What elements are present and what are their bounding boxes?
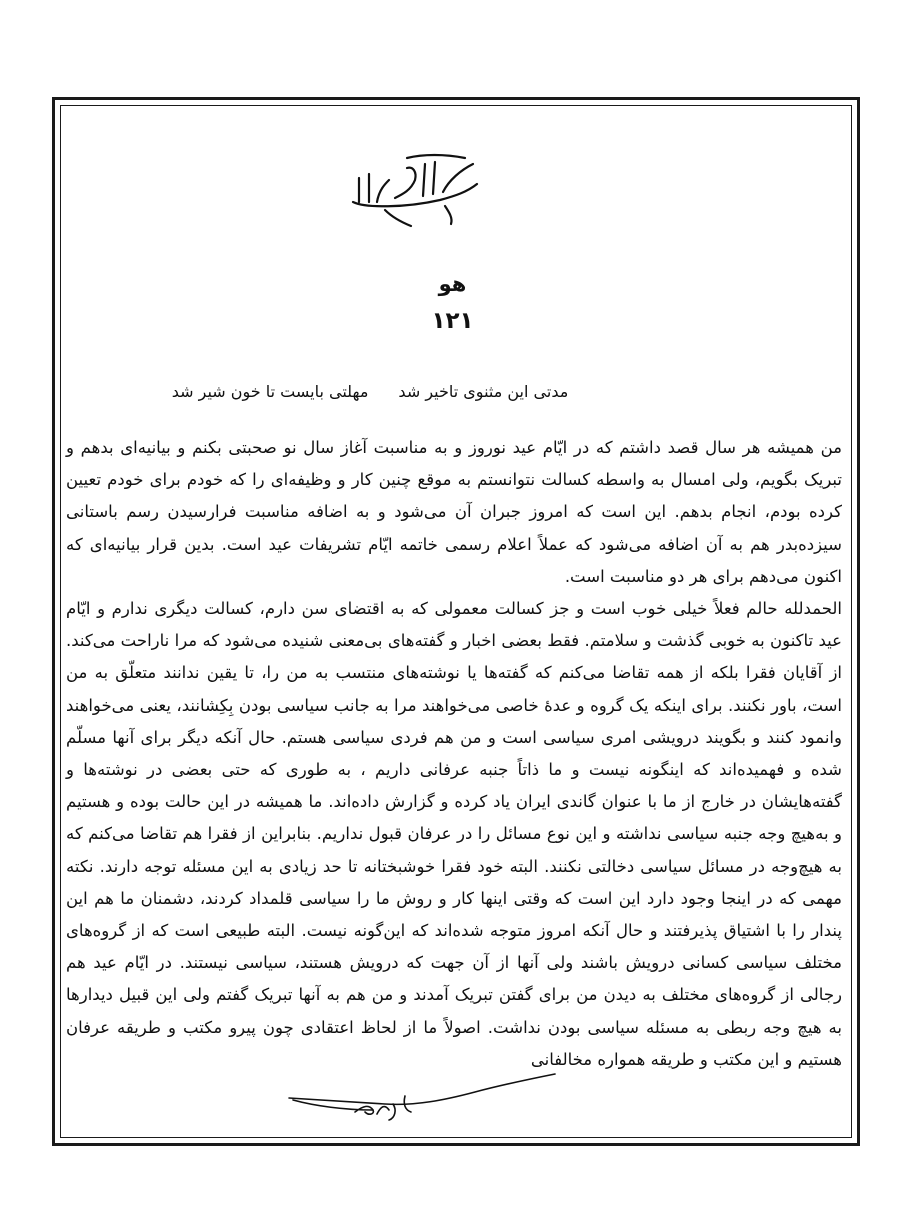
paragraph-1: من همیشه هر سال قصد داشتم که در ایّام عید نوروز و به مناسبت آغاز سال نو صحبتی بکنم و بیانیه‌ای بدهم و تبریک بگویم، ولی امسال به واسطه کسالت نتوانستم به موقع چنین کار و وظیفه‌ای را که خودم برای خودم تعیین کرده بودم، انجام بدهم. این است که امروز جبران آن می‌شود و به اضافه مناسبت فرارسیدن رسم باستانی سیزده‌بدر هم به آن اضافه می‌شود که عملاً اعلام رسمی خاتمه ایّام تشریفات عید است. بدین قرار بیانیه‌ای که اکنون می‌دهم برای هر دو مناسبت است. [66, 438, 842, 586]
verse-hemistich-1: مدتی این مثنوی تاخیر شد [398, 382, 569, 401]
document-number: ۱۲۱ [431, 308, 474, 334]
document-body [66, 432, 842, 1076]
signature [285, 1070, 560, 1125]
paragraph-2: الحمدلله حالم فعلاً خیلی خوب است و جز کسالت معمولی که به اقتضای سن دارم، کسالت دیگری ندارم و ایّام عید تاکنون به خوبی گذشت و سلامتم. فقط بعضی اخبار و گفته‌های بی‌معنی شنیده می‌شود که مرا ناراحت می‌کند. از آقایان فقرا بلکه از همه تقاضا می‌کنم که گفته‌ها یا نوشته‌های منتسب به من را، تا یقین ندانند متعلّق به من است، باور نکنند. برای اینکه یک گروه و عدهٔ خاصی می‌خواهند مرا به جانب سیاسی بودن بِکِشانند، یعنی می‌خواهند وانمود کنند و بگویند درویشی امری سیاسی است و من هم فردی سیاسی هستم. حال آنکه دیگر برای آنها مسلّم شده و فهمیده‌اند که اینگونه نیست و ما ذاتاً جنبه عرفانی داریم ، به طوری که حتی بعضی در نوشته‌ها و گفته‌هایشان در خارج از ما با عنوان گاندی ایران یاد کرده و گزارش داده‌اند. ما همیشه در این حالت بوده و هستیم و به‌هیچ وجه جنبه سیاسی نداشته و این نوع مسائل را در عرفان قبول نداریم. بنابراین از فقرا هم تقاضا می‌کنم که به هیچ‌وجه در مسائل سیاسی دخالتی نکنند. البته خود فقرا خوشبختانه تا حد زیادی به این مسئله توجه دارند. نکته مهمی که در اینجا وجود دارد این است که وقتی اینها کار و روش ما را سیاسی قلمداد کردند، دشمنان ما هم این پندار را با اشتیاق پذیرفتند و حال آنکه امروز متوجه شده‌اند که این‌گونه نیست. البته طبیعی است که از گروه‌های مختلف سیاسی کسانی درویش باشند ولی آنها از آن جهت که درویش هستند، سیاسی نیستند. در ایّام عید هم رجالی از گروه‌های مختلف به دیدن من برای گفتن تبریک آمدند و من هم به آنها تبریک گفتم ولی این قبیل دیدارها به هیچ وجه ربطی به مسئله سیاسی بودن نداشت. اصولاً ما از لحاظ اعتقادی چون پیرو مکتب و طریقه عرفان هستیم و این مکتب و طریقه همواره مخالفانی [66, 599, 842, 1069]
opening-verse [100, 382, 640, 401]
heading-hu: هو [438, 272, 467, 296]
verse-hemistich-2: مهلتی بایست تا خون شیر شد [171, 382, 369, 401]
basmala-calligraphy [345, 150, 485, 230]
